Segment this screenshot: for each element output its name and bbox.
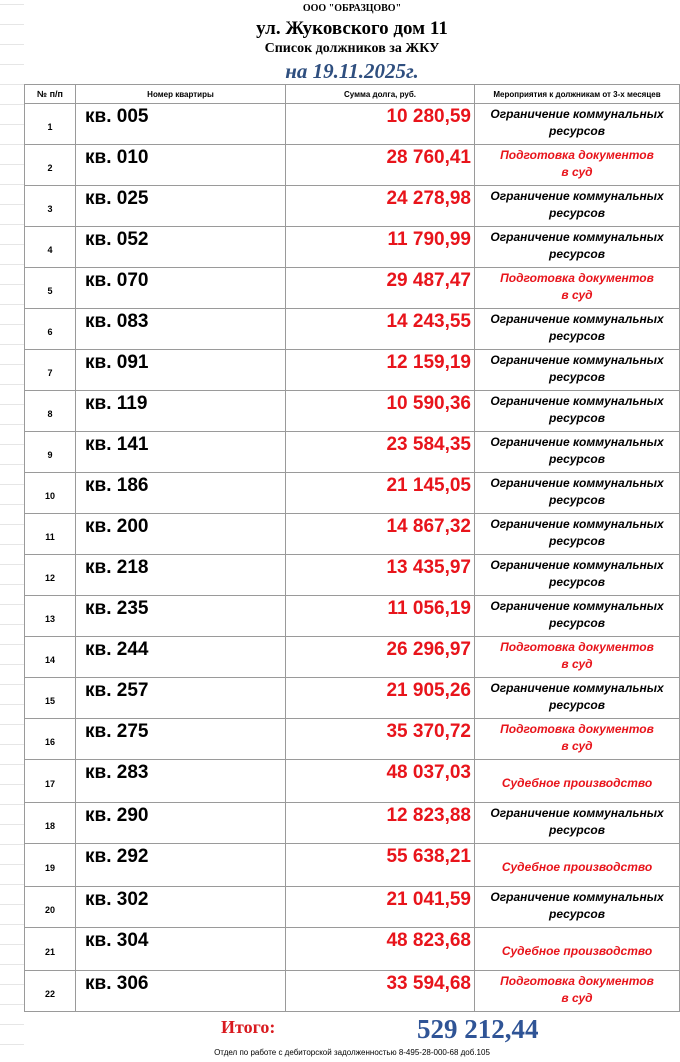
table-row [25,391,680,432]
debt-amount: 29 487,47 [286,268,475,309]
document-subtitle: Список должников за ЖКУ [24,40,680,58]
debtor-action [475,227,680,268]
action-text-line: Подготовка документов [500,722,654,736]
apartment-number: кв. 283 [76,760,286,803]
table-row [25,268,680,309]
action-text-line: Подготовка документов [500,974,654,988]
action-text-line: ресурсов [549,534,605,548]
action-text-line: Ограничение коммунальных [490,599,664,613]
row-number: 7 [25,350,76,391]
debt-amount: 48 823,68 [286,928,475,971]
debtor-action [475,555,680,596]
debt-amount: 33 594,68 [286,971,475,1012]
table-row [25,971,680,1012]
action-text-line: в суд [561,288,593,302]
action-text-line: ресурсов [549,823,605,837]
table-row [25,432,680,473]
action-text-line: ресурсов [549,411,605,425]
debt-amount: 55 638,21 [286,844,475,887]
contact-info: Отдел по работе с дебиторской задолженностью 8-495-28-000-68 доб.105 [214,1048,490,1057]
action-text-line: ресурсов [549,206,605,220]
debt-amount: 14 243,55 [286,309,475,350]
apartment-number: кв. 091 [76,350,286,391]
table-row [25,350,680,391]
table-header-row [25,85,680,104]
table-row [25,186,680,227]
row-number: 13 [25,596,76,637]
column-header-number: № п/п [25,85,76,104]
apartment-number: кв. 244 [76,637,286,678]
debt-amount: 10 590,36 [286,391,475,432]
debtor-action [475,678,680,719]
table-row [25,227,680,268]
row-number: 20 [25,887,76,928]
table-row [25,514,680,555]
debt-amount: 48 037,03 [286,760,475,803]
row-number: 22 [25,971,76,1012]
action-text-line: Ограничение коммунальных [490,312,664,326]
row-number: 10 [25,473,76,514]
row-number: 11 [25,514,76,555]
debtor-action [475,637,680,678]
table-row [25,145,680,186]
apartment-number: кв. 052 [76,227,286,268]
debt-amount: 12 159,19 [286,350,475,391]
apartment-number: кв. 070 [76,268,286,309]
apartment-number: кв. 200 [76,514,286,555]
debtor-action [475,971,680,1012]
table-row [25,473,680,514]
action-text-line: Судебное производство [501,775,653,790]
action-text-line: ресурсов [549,124,605,138]
apartment-number: кв. 302 [76,887,286,928]
debtor-action [475,719,680,760]
debt-amount: 12 823,88 [286,803,475,844]
apartment-number: кв. 257 [76,678,286,719]
total-label: Итого: [221,1017,276,1037]
action-text-line: в суд [561,739,593,753]
apartment-number: кв. 306 [76,971,286,1012]
row-number: 16 [25,719,76,760]
action-text-line: Ограничение коммунальных [490,806,664,820]
debt-amount: 10 280,59 [286,104,475,145]
debtors-table [24,84,680,1012]
row-number: 5 [25,268,76,309]
debt-amount: 11 056,19 [286,596,475,637]
apartment-number: кв. 025 [76,186,286,227]
debt-amount: 21 145,05 [286,473,475,514]
apartment-number: кв. 292 [76,844,286,887]
debt-amount: 26 296,97 [286,637,475,678]
action-text-line: в суд [561,657,593,671]
debtor-action [475,432,680,473]
table-row [25,719,680,760]
action-text-line: Подготовка документов [500,640,654,654]
total-value: 529 212,44 [417,1014,539,1044]
action-text-line: Ограничение коммунальных [490,189,664,203]
action-text-line: Ограничение коммунальных [490,476,664,490]
action-text-line: Подготовка документов [500,148,654,162]
row-number: 21 [25,928,76,971]
action-text-line: Судебное производство [501,859,653,874]
row-number: 1 [25,104,76,145]
debt-amount: 24 278,98 [286,186,475,227]
debtor-action [475,350,680,391]
table-row [25,887,680,928]
action-text-line: Ограничение коммунальных [490,890,664,904]
row-number: 4 [25,227,76,268]
action-text-line: Судебное производство [501,943,653,958]
row-number: 19 [25,844,76,887]
apartment-number: кв. 186 [76,473,286,514]
apartment-number: кв. 010 [76,145,286,186]
debt-amount: 28 760,41 [286,145,475,186]
table-row [25,555,680,596]
action-text-line: Ограничение коммунальных [490,230,664,244]
table-row [25,678,680,719]
table-row [25,104,680,145]
action-text-line: ресурсов [549,493,605,507]
debt-amount: 21 041,59 [286,887,475,928]
report-date: на 19.11.2025г. [24,58,680,84]
debtor-action [475,928,680,971]
apartment-number: кв. 304 [76,928,286,971]
action-text-line: ресурсов [549,698,605,712]
organization-name: ООО "ОБРАЗЦОВО" [24,0,680,18]
action-text-line: Ограничение коммунальных [490,353,664,367]
debtor-action [475,309,680,350]
action-text-line: ресурсов [549,329,605,343]
building-address: ул. Жуковского дом 11 [24,18,680,40]
action-text-line: Ограничение коммунальных [490,435,664,449]
debtor-action [475,760,680,803]
action-text-line: ресурсов [549,907,605,921]
row-number: 3 [25,186,76,227]
action-text-line: Подготовка документов [500,271,654,285]
debt-amount: 14 867,32 [286,514,475,555]
row-number: 12 [25,555,76,596]
table-row [25,637,680,678]
table-row [25,844,680,887]
row-number: 18 [25,803,76,844]
debt-amount: 35 370,72 [286,719,475,760]
action-text-line: Ограничение коммунальных [490,517,664,531]
table-body [25,104,680,1012]
apartment-number: кв. 290 [76,803,286,844]
apartment-number: кв. 141 [76,432,286,473]
debt-amount: 23 584,35 [286,432,475,473]
action-text-line: Ограничение коммунальных [490,107,664,121]
table-row [25,760,680,803]
action-text-line: ресурсов [549,575,605,589]
action-text-line: Ограничение коммунальных [490,394,664,408]
row-number: 17 [25,760,76,803]
row-number: 14 [25,637,76,678]
debtors-sheet [24,0,680,1062]
action-text-line: ресурсов [549,616,605,630]
debtor-action [475,104,680,145]
action-text-line: Ограничение коммунальных [490,681,664,695]
summary-footer [24,1012,680,1062]
debtor-action [475,186,680,227]
apartment-number: кв. 119 [76,391,286,432]
debtor-action [475,844,680,887]
table-row [25,803,680,844]
table-row [25,596,680,637]
row-number: 2 [25,145,76,186]
action-text-line: Ограничение коммунальных [490,558,664,572]
debt-amount: 21 905,26 [286,678,475,719]
apartment-number: кв. 083 [76,309,286,350]
row-number: 15 [25,678,76,719]
debtor-action [475,145,680,186]
column-header-action: Мероприятия к должникам от 3-х месяцев [475,85,680,104]
column-header-apartment: Номер квартиры [76,85,286,104]
debtor-action [475,596,680,637]
apartment-number: кв. 218 [76,555,286,596]
column-header-amount: Сумма долга, руб. [286,85,475,104]
row-number: 9 [25,432,76,473]
apartment-number: кв. 235 [76,596,286,637]
debtor-action [475,473,680,514]
apartment-number: кв. 005 [76,104,286,145]
debtor-action [475,514,680,555]
action-text-line: ресурсов [549,247,605,261]
action-text-line: в суд [561,165,593,179]
row-number: 6 [25,309,76,350]
debtor-action [475,391,680,432]
debt-amount: 11 790,99 [286,227,475,268]
debtor-action [475,803,680,844]
apartment-number: кв. 275 [76,719,286,760]
debt-amount: 13 435,97 [286,555,475,596]
debtor-action [475,268,680,309]
table-row [25,928,680,971]
action-text-line: ресурсов [549,452,605,466]
table-row [25,309,680,350]
action-text-line: в суд [561,991,593,1005]
debtor-action [475,887,680,928]
row-number: 8 [25,391,76,432]
action-text-line: ресурсов [549,370,605,384]
